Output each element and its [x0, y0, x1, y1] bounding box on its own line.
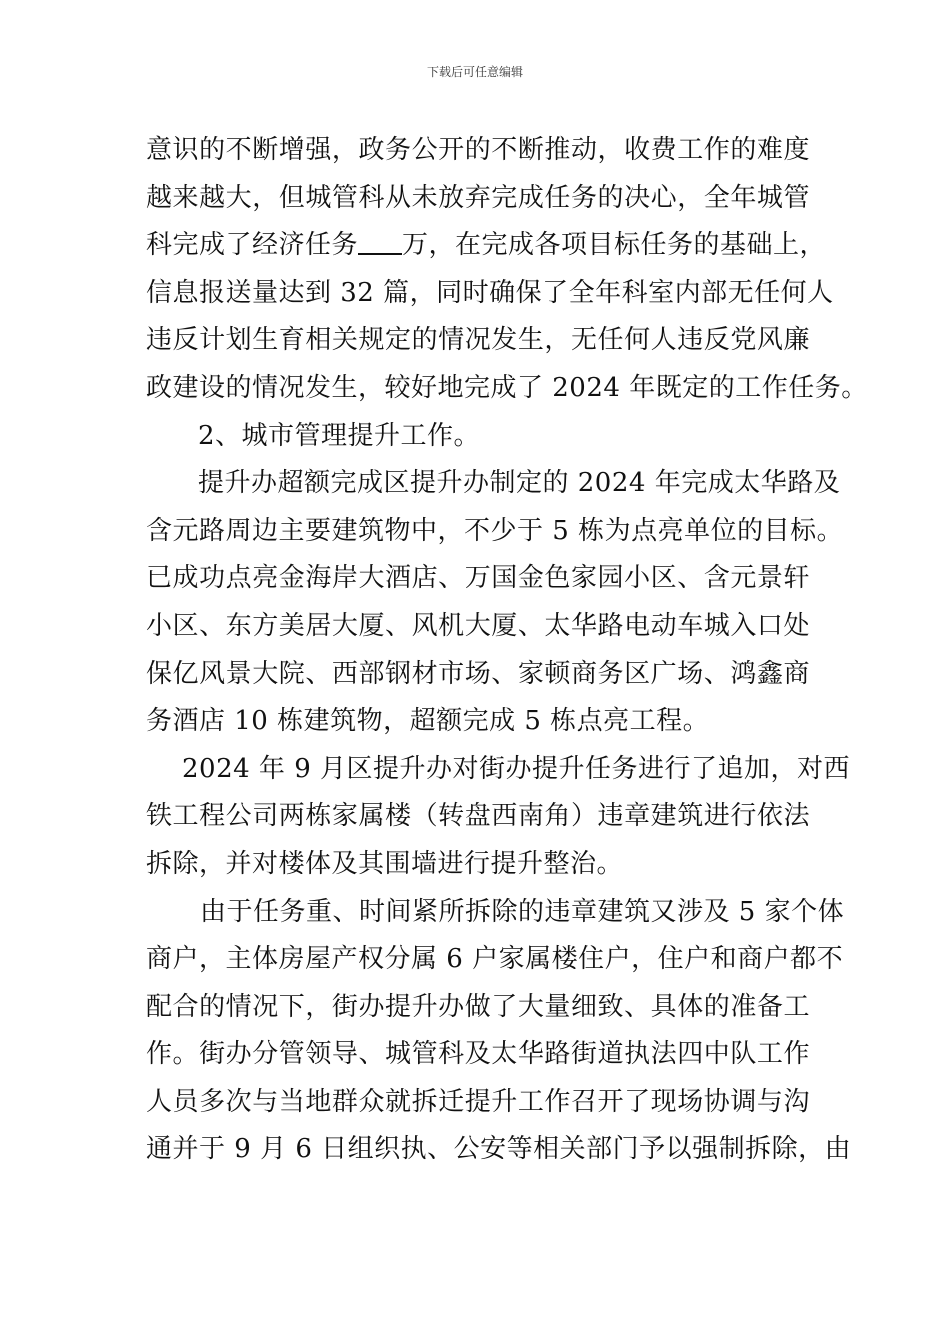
paragraph-line-part: 万，在完成各项目标任务的基础上， [402, 230, 827, 261]
paragraph-line: 提升办超额完成区提升办制定的 2024 年完成太华路及 [198, 468, 841, 499]
paragraph-line-part: 科完成了经济任务 [146, 230, 359, 261]
paragraph-line: 人员多次与当地群众就拆迁提升工作召开了现场协调与沟 [146, 1086, 810, 1117]
paragraph-line: 由于任务重、时间紧所拆除的违章建筑又涉及 5 家个体 [200, 896, 845, 927]
paragraph-line-with-blank [146, 222, 827, 270]
paragraph-line: 务酒店 10 栋建筑物，超额完成 5 栋点亮工程。 [146, 706, 710, 737]
paragraph-line: 信息报送量达到 32 篇，同时确保了全年科室内部无任何人 [146, 277, 834, 308]
paragraph-line: 拆除，并对楼体及其围墙进行提升整治。 [146, 848, 624, 879]
paragraph-line: 意识的不断增强，政务公开的不断推动，收费工作的难度 [146, 135, 810, 165]
paragraph-line: 越来越大，但城管科从未放弃完成任务的决心，全年城管 [146, 182, 810, 213]
paragraph-line: 政建设的情况发生，较好地完成了 2024 年既定的工作任务。 [146, 372, 868, 403]
paragraph-line: 作。街办分管领导、城管科及太华路街道执法四中队工作 [146, 1039, 810, 1070]
paragraph-line: 小区、东方美居大厦、风机大厦、太华路电动车城入口处 [146, 610, 810, 641]
paragraph-line: 2024 年 9 月区提升办对街办提升任务进行了追加，对西 [182, 753, 851, 784]
section-heading: 2、城市管理提升工作。 [198, 420, 481, 451]
paragraph-line: 铁工程公司两栋家属楼（转盘西南角）违章建筑进行依法 [146, 801, 810, 832]
fill-in-blank [358, 229, 402, 255]
page-header: 下载后可任意编辑 [426, 65, 523, 79]
paragraph-line: 保亿风景大院、西部钢材市场、家顿商务区广场、鸿鑫商 [146, 658, 810, 689]
paragraph-line: 含元路周边主要建筑物中，不少于 5 栋为点亮单位的目标。 [146, 515, 844, 546]
paragraph-line: 配合的情况下，街办提升办做了大量细致、具体的准备工 [146, 991, 810, 1022]
document-body [146, 127, 868, 1174]
paragraph-line: 已成功点亮金海岸大酒店、万国金色家园小区、含元景轩 [146, 563, 810, 594]
paragraph-line: 商户，主体房屋产权分属 6 户家属楼住户，住户和商户都不 [146, 944, 844, 975]
paragraph-line: 违反计划生育相关规定的情况发生，无任何人违反党风廉 [146, 325, 810, 356]
paragraph-line: 通并于 9 月 6 日组织执、公安等相关部门予以强制拆除，由 [146, 1134, 852, 1165]
